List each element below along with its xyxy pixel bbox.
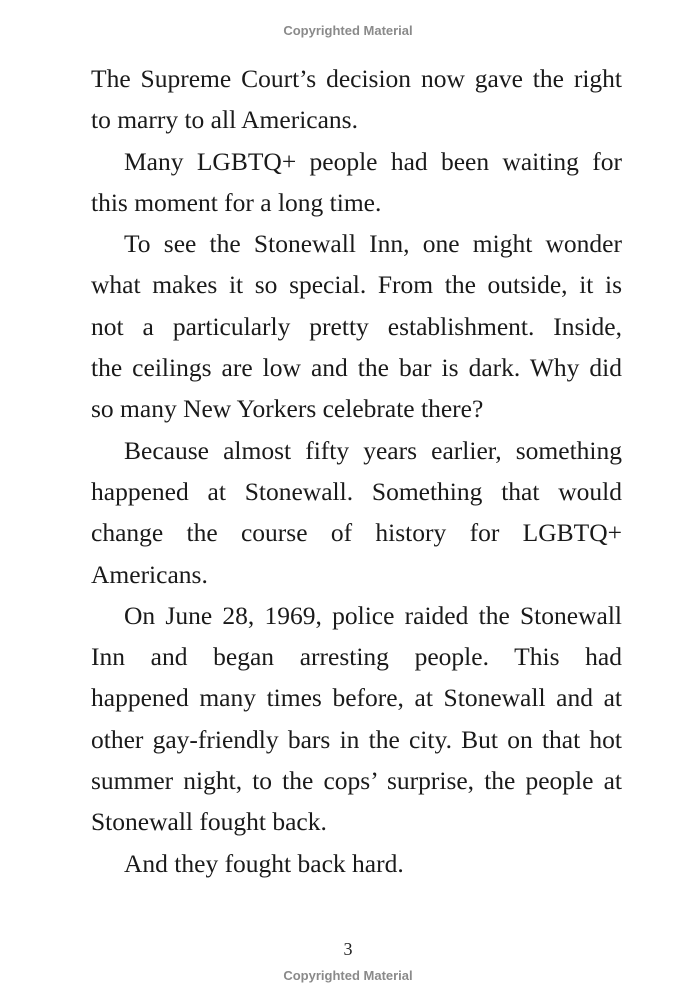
text-line: not a particularly pretty establishment. Inside, [91,311,622,341]
text-line: On June 28, 1969, police raided the Stonewall [124,600,622,630]
text-line: happened many times before, at Stonewall and at [91,683,622,713]
text-line: Because almost fifty years earlier, something [124,435,622,465]
text-line: The Supreme Court’s decision now gave the right [91,64,622,93]
text-line: Many LGBTQ+ people had been waiting for [124,146,622,176]
text-line: happened at Stonewall. Something that would [91,476,622,506]
text-line: summer night, to the cops’ surprise, the people at [91,766,622,796]
text-line: other gay-friendly bars in the city. But on that hot [91,724,622,754]
text-line: to marry to all Americans. [91,105,358,135]
paragraph [91,430,622,595]
copyright-footer: Copyrighted Material [283,968,413,983]
text-line: the ceilings are low and the bar is dark. Why did [91,353,622,383]
text-line: Stonewall fought back. [91,807,327,837]
text-line: Inn and began arresting people. This had [91,642,622,672]
text-line: what makes it so special. From the outside, it is [91,270,622,300]
paragraph [91,58,622,141]
paragraph [91,141,622,224]
page-body [91,58,622,884]
paragraph [91,595,622,843]
page-number: 3 [343,939,353,959]
text-line: so many New Yorkers celebrate there? [91,394,484,424]
text-line: Americans. [91,559,208,589]
paragraph [91,223,622,429]
text-line: change the course of history for LGBTQ+ [91,518,622,548]
copyright-header: Copyrighted Material [283,23,413,38]
text-line: And they fought back hard. [124,848,404,878]
text-line: this moment for a long time. [91,187,382,217]
text-line: To see the Stonewall Inn, one might wonder [124,229,622,259]
paragraph [91,843,622,884]
